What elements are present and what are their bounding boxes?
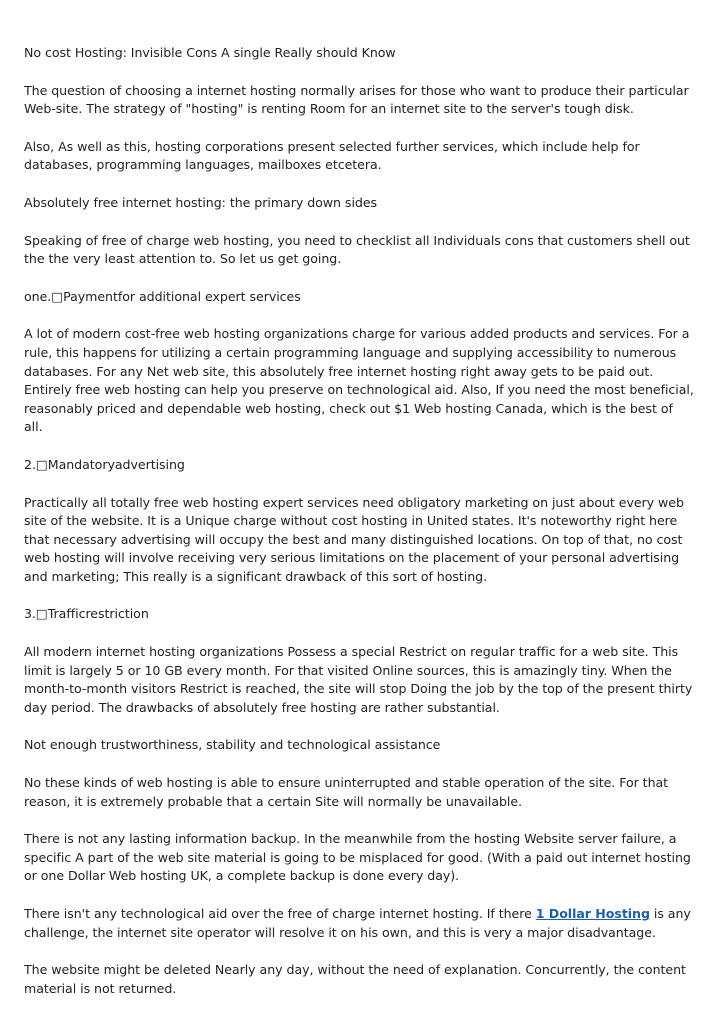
paragraph-tech-aid-before: There isn't any technological aid over the free of charge internet hosting. If there: [24, 906, 536, 921]
paragraph-cons-intro: Speaking of free of charge web hosting, you need to checklist all Individuals cons that customers shell out the the very least attention to. So let us get going.: [24, 232, 690, 267]
paragraph-deletion: The website might be deleted Nearly any day, without the need of explanation. Concurrently, the content material is not returned.: [24, 962, 686, 996]
dollar-hosting-link[interactable]: 1 Dollar Hosting: [535, 906, 650, 921]
list-heading-advertising: 2.□Mandatoryadvertising: [24, 456, 185, 472]
paragraph-stability: No these kinds of web hosting is able to ensure uninterrupted and stable operation of the site. For that reason, it is extremely probable that a certain Site will normally be unavailable.: [24, 775, 669, 809]
paragraph-advertising: Practically all totally free web hosting expert services need obligatory marketing on just about every web site of the website. It is a Unique charge without cost hosting in United states. It's noteworthy right here that necessary advertising will occupy the best and many distinguished locations. On top of that, no cost web hosting will involve receiving very serious limitations on the placement of your personal advertising and marketing; This really is a significant drawback of this sort of hosting.: [24, 494, 684, 584]
paragraph-tech-aid: [24, 905, 694, 942]
paragraph-hosting-definition: The question of choosing a internet hosting normally arises for those who want to produce their particular Web-site. The strategy of "hosting" is renting Room for an internet site to the server's tough disk.: [24, 82, 689, 117]
paragraph-backup: There is not any lasting information backup. In the meanwhile from the hosting Website server failure, a specific A part of the web site material is going to be misplaced for good. (With a paid out internet hosting or one Dollar Web hosting UK, a complete backup is done every day).: [24, 831, 691, 884]
list-heading-traffic: 3.□Trafficrestriction: [24, 606, 149, 622]
paragraph-extra-services: Also, As well as this, hosting corporations present selected further services, which include help for databases, programming languages, mailboxes etcetera.: [24, 138, 640, 173]
list-heading-payment: one.□Paymentfor additional expert services: [24, 288, 301, 304]
section-heading-downsides: Absolutely free internet hosting: the primary down sides: [24, 194, 378, 210]
paragraph-traffic: All modern internet hosting organizations Possess a special Restrict on regular traffic for a web site. This limit is largely 5 or 10 GB every month. For that visited Online sources, this is amazingly tiny. When the month-to-month visitors Restrict is reached, the site will stop Doing the job by the top of the present thirty day period. The drawbacks of absolutely free hosting are rather substantial.: [24, 644, 693, 715]
section-heading-trust: Not enough trustworthiness, stability and technological assistance: [24, 737, 441, 753]
paragraph-payment: A lot of modern cost-free web hosting organizations charge for various added products and services. For a rule, this happens for utilizing a certain programming language and supplying accessibility to numerous databases. For any Net web site, this absolutely free internet hosting right away gets to be paid out. Entirely free web hosting can help you preserve on technological aid. Also, If you need the most beneficial, reasonably priced and dependable web hosting, check out $1 Web hosting Canada, which is the best of all.: [24, 326, 694, 435]
paragraph-tech-aid-after: is any challenge, the internet site operator will resolve it on his own, and this is very a major disadvantage.: [24, 906, 691, 940]
document-title: No cost Hosting: Invisible Cons A single Really should Know: [24, 45, 396, 60]
